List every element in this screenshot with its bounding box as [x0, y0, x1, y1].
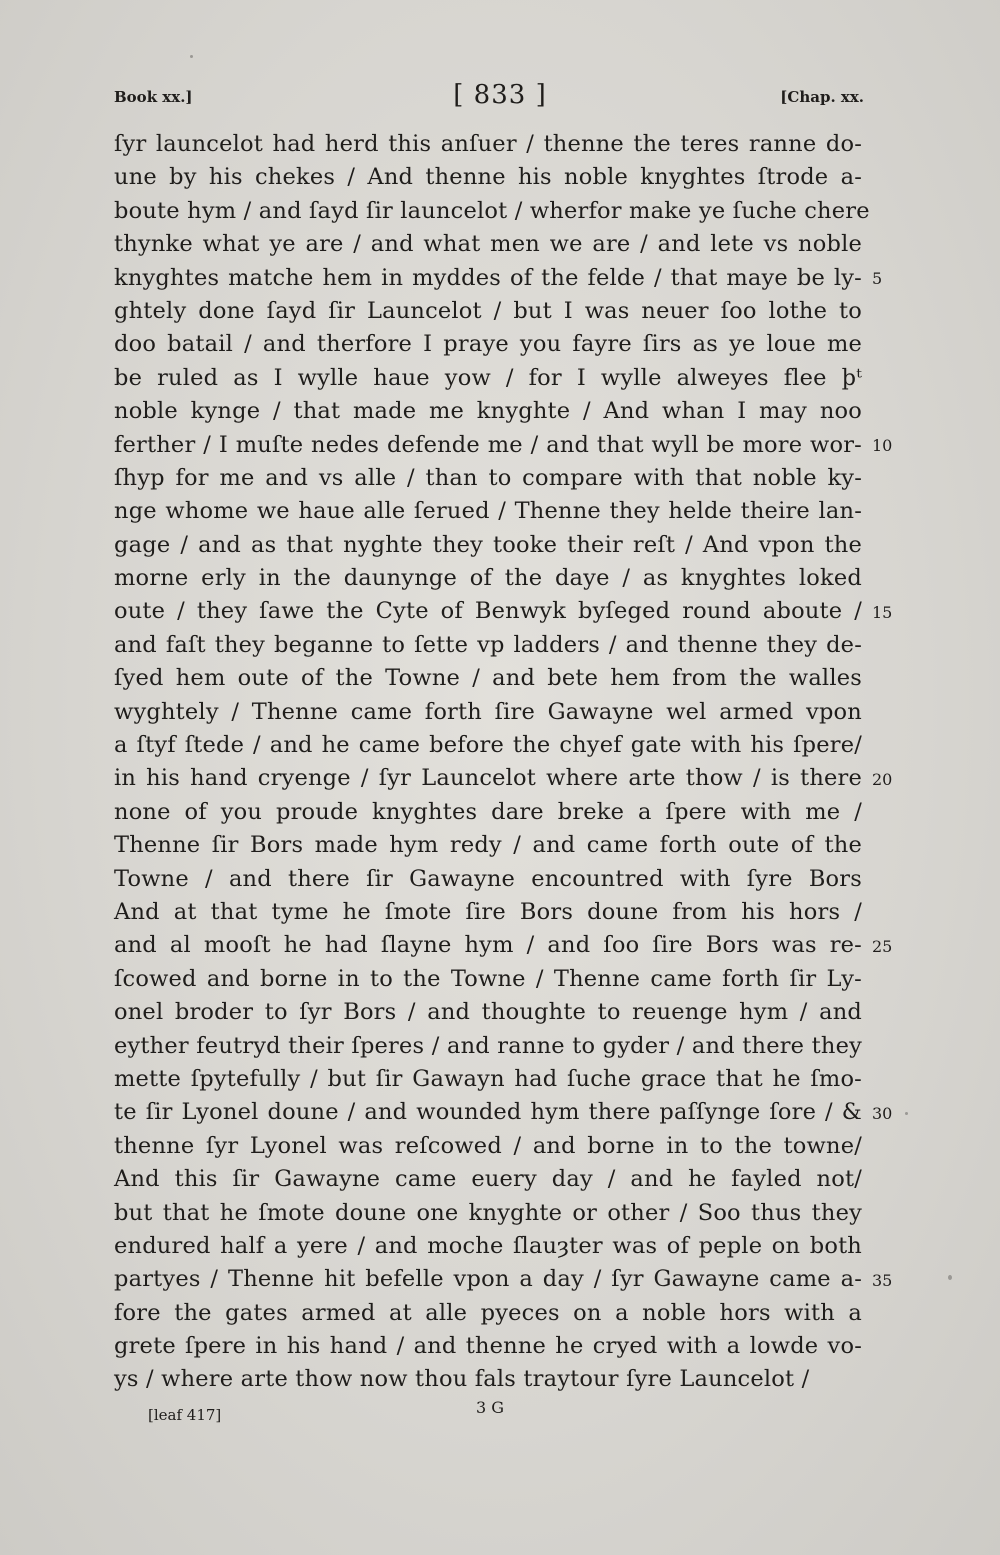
text-line: be ruled as I wylle haue yow / for I wylle alweyes flee þᵗ	[114, 364, 862, 391]
text-line: boute hym / and ſayd ſir launcelot / wherfor make ye ſuche chere	[114, 197, 870, 224]
chapter-marker: [Chap. xx.	[780, 88, 864, 106]
text-line: none of you proude knyghtes dare breke a ſpere with me /	[114, 798, 862, 825]
running-header	[0, 78, 1000, 118]
text-line: nge whome we haue alle ſerued / Thenne they helde theire lan-	[114, 498, 862, 525]
signature-mark: 3 G	[476, 1398, 505, 1417]
text-line: oute / they ſawe the Cyte of Benwyk byſeged round aboute /	[114, 598, 862, 625]
text-line: mette ſpytefully / but ſir Gawayn had ſuche grace that he ſmo-	[114, 1065, 862, 1092]
text-line: And this ſir Gawayne came euery day / and he fayled not/	[114, 1166, 862, 1193]
text-line: and al mooſt he had ſlayne hym / and ſoo ſire Bors was re-	[114, 932, 862, 959]
body-text	[114, 128, 870, 1397]
book-marker: Book xx.]	[114, 88, 193, 106]
text-line: eyther feutryd their ſperes / and ranne to gyder / and there they	[114, 1032, 862, 1059]
text-line: and faſt they beganne to ſette vp ladders / and thenne they de-	[114, 631, 862, 658]
line-number: 10	[872, 435, 893, 455]
paper-speck	[948, 1275, 952, 1280]
text-line: thenne ſyr Lyonel was reſcowed / and borne in to the towne/	[114, 1132, 862, 1159]
text-line: ys / where arte thow now thou fals traytour ſyre Launcelot /	[114, 1366, 810, 1393]
paper-speck	[190, 55, 193, 58]
text-line: ghtely done ſayd ſir Launcelot / but I was neuer ſoo lothe to	[114, 297, 862, 324]
text-line: ſcowed and borne in to the Towne / Thenne came forth ſir Ly-	[114, 965, 862, 992]
text-line: ferther / I muſte nedes defende me / and that wyll be more wor-	[114, 431, 862, 458]
text-line: onel broder to ſyr Bors / and thoughte to reuenge hym / and	[114, 999, 862, 1026]
text-line: knyghtes matche hem in myddes of the felde / that maye be ly-	[114, 264, 862, 291]
text-line: partyes / Thenne hit befelle vpon a day / ſyr Gawayne came a-	[114, 1266, 862, 1293]
page-number: [ 833 ]	[453, 80, 547, 110]
text-line: une by his chekes / And thenne his noble knyghtes ſtrode a-	[114, 164, 862, 191]
text-line: fore the gates armed at alle pyeces on a noble hors with a	[114, 1299, 862, 1326]
line-number: 20	[872, 769, 893, 789]
text-line: And at that tyme he ſmote ſire Bors doune from his hors /	[114, 898, 862, 925]
line-number: 35	[872, 1270, 893, 1290]
line-number: 25	[872, 936, 893, 956]
text-line: ſhyp for me and vs alle / than to compare with that noble ky-	[114, 464, 862, 491]
text-line: grete ſpere in his hand / and thenne he cryed with a lowde vo-	[114, 1333, 862, 1360]
text-line: Towne / and there ſir Gawayne encountred with ſyre Bors	[114, 865, 862, 892]
text-line: but that he ſmote doune one knyghte or other / Soo thus they	[114, 1199, 862, 1226]
text-line: noble kynge / that made me knyghte / And whan I may noo	[114, 398, 862, 425]
line-number: 15	[872, 602, 893, 622]
text-line: ſyr launcelot had herd this anſuer / thenne the teres ranne do-	[114, 131, 862, 157]
text-line: gage / and as that nyghte they tooke their reſt / And vpon the	[114, 531, 862, 558]
line-number: 5	[872, 268, 883, 288]
text-line: in his hand cryenge / ſyr Launcelot where arte thow / is there	[114, 765, 862, 792]
page-footer	[0, 1398, 1000, 1438]
text-line: doo batail / and therfore I praye you fayre ſirs as ye loue me	[114, 331, 862, 358]
text-line: thynke what ye are / and what men we are / and lete vs noble	[114, 231, 862, 258]
text-line: Thenne ſir Bors made hym redy / and came forth oute of the	[114, 832, 862, 859]
text-line: morne erly in the daunynge of the daye / as knyghtes loked	[114, 565, 862, 592]
text-line: wyghtely / Thenne came forth ſire Gawayne wel armed vpon	[114, 698, 862, 725]
text-line: ſyed hem oute of the Towne / and bete hem from the walles	[114, 665, 862, 692]
text-line: te ſir Lyonel doune / and wounded hym there paſſynge ſore / &	[114, 1099, 862, 1126]
leaf-marker: [leaf 417]	[148, 1406, 222, 1424]
line-number: 30	[872, 1103, 893, 1123]
text-line: a ſtyf ſtede / and he came before the chyef gate with his ſpere/	[114, 732, 862, 759]
paper-speck	[905, 1112, 908, 1115]
text-line: endured half a yere / and moche ſlauȝter was of peple on both	[114, 1232, 862, 1259]
